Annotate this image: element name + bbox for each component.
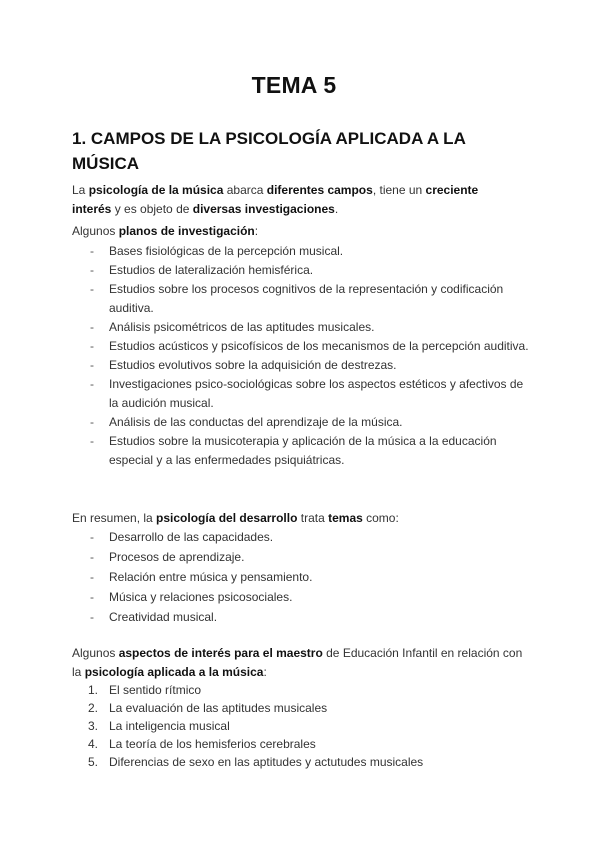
aspectos-lead-text: de Educación Infantil en relación con la [72, 646, 523, 679]
temas-list [72, 528, 532, 627]
section-heading: 1. CAMPOS DE LA PSICOLOGÍA APLICADA A LA MÚSICA [72, 129, 466, 173]
intro-bold: creciente [425, 183, 479, 197]
list-item: - Relación entre música y pensamiento. [72, 568, 532, 587]
aspectos-lead-text: Algunos [72, 646, 119, 660]
list-item [72, 735, 532, 753]
list-item: - Estudios sobre la musicoterapia y aplicación de la música a la educación especial y a las enfermedades psiquiátricas. [72, 432, 532, 470]
list-item: - Análisis psicométricos de las aptitudes musicales. [72, 318, 532, 337]
list-number: 2. [88, 701, 99, 715]
aspectos-lead-text: : [263, 665, 267, 679]
list-text: La inteligencia musical [109, 719, 230, 733]
aspectos-lead-bold: psicología aplicada a la música [84, 665, 264, 679]
list-item: - Desarrollo de las capacidades. [72, 528, 532, 547]
list-item: - Investigaciones psico-sociológicas sobre los aspectos estéticos y afectivos de la audición musical. [72, 375, 532, 413]
planos-lead-text: : [254, 224, 259, 238]
list-item [72, 717, 532, 735]
intro-text: La [72, 183, 89, 197]
intro-bold: interés [72, 202, 112, 216]
resumen-lead-text: En resumen, la [72, 511, 157, 525]
intro-bold: psicología de la música [88, 183, 224, 197]
intro-text: . [334, 202, 339, 216]
aspectos-list [72, 681, 532, 771]
list-item: - Estudios de lateralización hemisférica. [72, 261, 532, 280]
intro-paragraph [72, 181, 532, 219]
resumen-lead-bold: psicología del desarrollo [156, 511, 298, 525]
list-number: 1. [88, 683, 99, 697]
list-item [72, 753, 532, 771]
list-item [72, 699, 532, 717]
intro-text: y es objeto de [111, 202, 193, 216]
list-item: - Estudios evolutivos sobre la adquisición de destrezas. [72, 356, 532, 375]
list-text: La evaluación de las aptitudes musicales [109, 701, 328, 715]
resumen-lead-text: trata [297, 511, 329, 525]
intro-bold: diferentes campos [266, 183, 373, 197]
list-text: Diferencias de sexo en las aptitudes y actutudes musicales [109, 755, 424, 769]
list-item: - Estudios sobre los procesos cognitivos de la representación y codificación auditiva. [72, 280, 532, 318]
list-text: La teoría de los hemisferios cerebrales [109, 737, 316, 751]
list-item: - Estudios acústicos y psicofísicos de los mecanismos de la percepción auditiva. [72, 337, 532, 356]
intro-text: abarca [223, 183, 267, 197]
page-title: TEMA 5 [251, 72, 337, 98]
list-item: - Procesos de aprendizaje. [72, 548, 532, 567]
planos-lead-bold: planos de investigación [118, 224, 255, 238]
planos-lead [72, 222, 532, 241]
intro-bold: diversas investigaciones [192, 202, 335, 216]
aspectos-lead-bold: aspectos de interés para el maestro [118, 646, 323, 660]
aspectos-lead [72, 644, 532, 682]
list-item [72, 681, 532, 699]
list-item: - Creatividad musical. [72, 608, 532, 627]
intro-text: , tiene un [372, 183, 426, 197]
resumen-lead [72, 509, 532, 528]
list-number: 3. [88, 719, 99, 733]
resumen-lead-bold: temas [328, 511, 363, 525]
list-number: 4. [88, 737, 99, 751]
list-text: El sentido rítmico [109, 683, 202, 697]
list-item: - Análisis de las conductas del aprendizaje de la música. [72, 413, 532, 432]
resumen-lead-text: como: [362, 511, 399, 525]
planos-list [72, 242, 532, 470]
list-item: - Música y relaciones psicosociales. [72, 588, 532, 607]
list-item: - Bases fisiológicas de la percepción musical. [72, 242, 532, 261]
planos-lead-text: Algunos [72, 224, 119, 238]
list-number: 5. [88, 755, 99, 769]
